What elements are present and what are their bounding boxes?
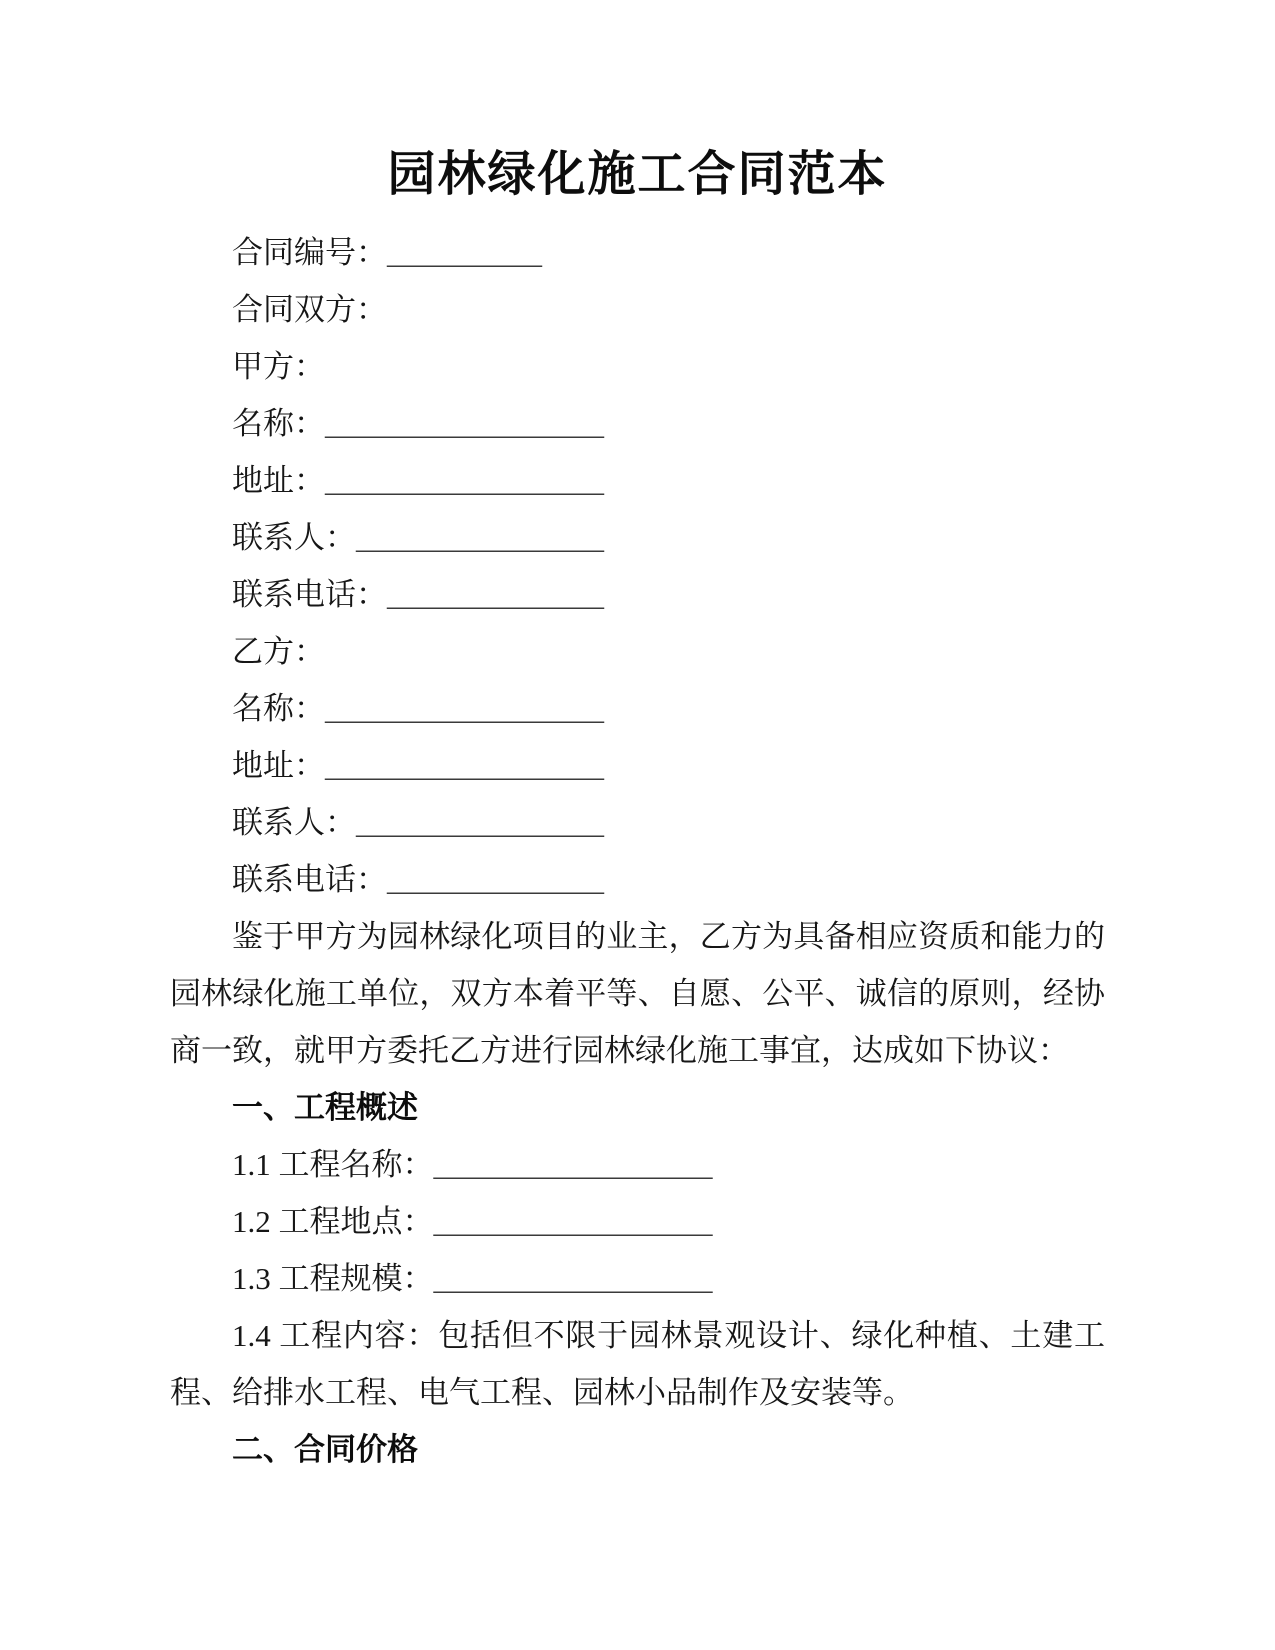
party-b-contact-blank: ________________	[356, 805, 604, 840]
party-a-name-blank: __________________	[325, 406, 604, 441]
field-line-party-a-contact	[170, 509, 1105, 566]
party-a-phone-label: 联系电话：	[232, 577, 387, 612]
preamble-paragraph: 鉴于甲方为园林绿化项目的业主，乙方为具备相应资质和能力的园林绿化施工单位，双方本着平等、自愿、公平、诚信的原则，经协商一致，就甲方委托乙方进行园林绿化施工事宜，达成如下协议：	[170, 919, 1105, 1068]
party-b-name-blank: __________________	[325, 691, 604, 726]
field-line-party-a	[170, 338, 1105, 395]
field-line-party-a-phone	[170, 566, 1105, 623]
field-line-party-a-address	[170, 452, 1105, 509]
field-line-parties	[170, 281, 1105, 338]
party-b-address-blank: __________________	[325, 748, 604, 783]
section-1-heading: 一、工程概述	[232, 1090, 418, 1125]
field-line-party-b-contact	[170, 794, 1105, 851]
clause-1-4-text: 包括但不限于园林景观设计、绿化种植、土建工程、给排水工程、电气工程、园林小品制作及安装等。	[170, 1318, 1106, 1410]
field-line-party-b-name	[170, 680, 1105, 737]
party-a-phone-blank: ______________	[387, 577, 604, 612]
party-b-phone-label: 联系电话：	[232, 862, 387, 897]
party-b-contact-label: 联系人：	[232, 805, 356, 840]
party-a-contact-label: 联系人：	[232, 520, 356, 555]
party-a-name-label: 名称：	[232, 406, 325, 441]
clause-1-1-blank: __________________	[433, 1147, 713, 1182]
clause-1-2	[170, 1193, 1105, 1250]
contract-number-label: 合同编号：	[232, 235, 387, 270]
party-a-address-label: 地址：	[232, 463, 325, 498]
contract-number-blank: __________	[387, 235, 542, 270]
clause-1-4	[170, 1307, 1105, 1421]
clause-1-3-label: 1.3 工程规模：	[232, 1261, 434, 1296]
field-line-party-b-address	[170, 737, 1105, 794]
field-line-contract-number	[170, 224, 1105, 281]
party-a-address-blank: __________________	[325, 463, 604, 498]
clause-1-3	[170, 1250, 1105, 1307]
field-line-party-b-phone	[170, 851, 1105, 908]
field-line-party-b	[170, 623, 1105, 680]
party-b-name-label: 名称：	[232, 691, 325, 726]
party-a-contact-blank: ________________	[356, 520, 604, 555]
party-b-address-label: 地址：	[232, 748, 325, 783]
clause-1-2-label: 1.2 工程地点：	[232, 1204, 434, 1239]
party-a-label: 甲方：	[232, 349, 325, 384]
party-b-phone-blank: ______________	[387, 862, 604, 897]
clause-1-3-blank: __________________	[433, 1261, 713, 1296]
clause-1-4-label: 1.4 工程内容：	[232, 1318, 439, 1353]
section-2-heading: 二、合同价格	[232, 1432, 418, 1467]
clause-1-1-label: 1.1 工程名称：	[232, 1147, 434, 1182]
clause-1-1	[170, 1136, 1105, 1193]
clause-1-2-blank: __________________	[433, 1204, 713, 1239]
party-b-label: 乙方：	[232, 634, 325, 669]
doc-title: 园林绿化施工合同范本	[387, 148, 888, 201]
parties-label: 合同双方：	[232, 292, 387, 327]
field-line-party-a-name	[170, 395, 1105, 452]
